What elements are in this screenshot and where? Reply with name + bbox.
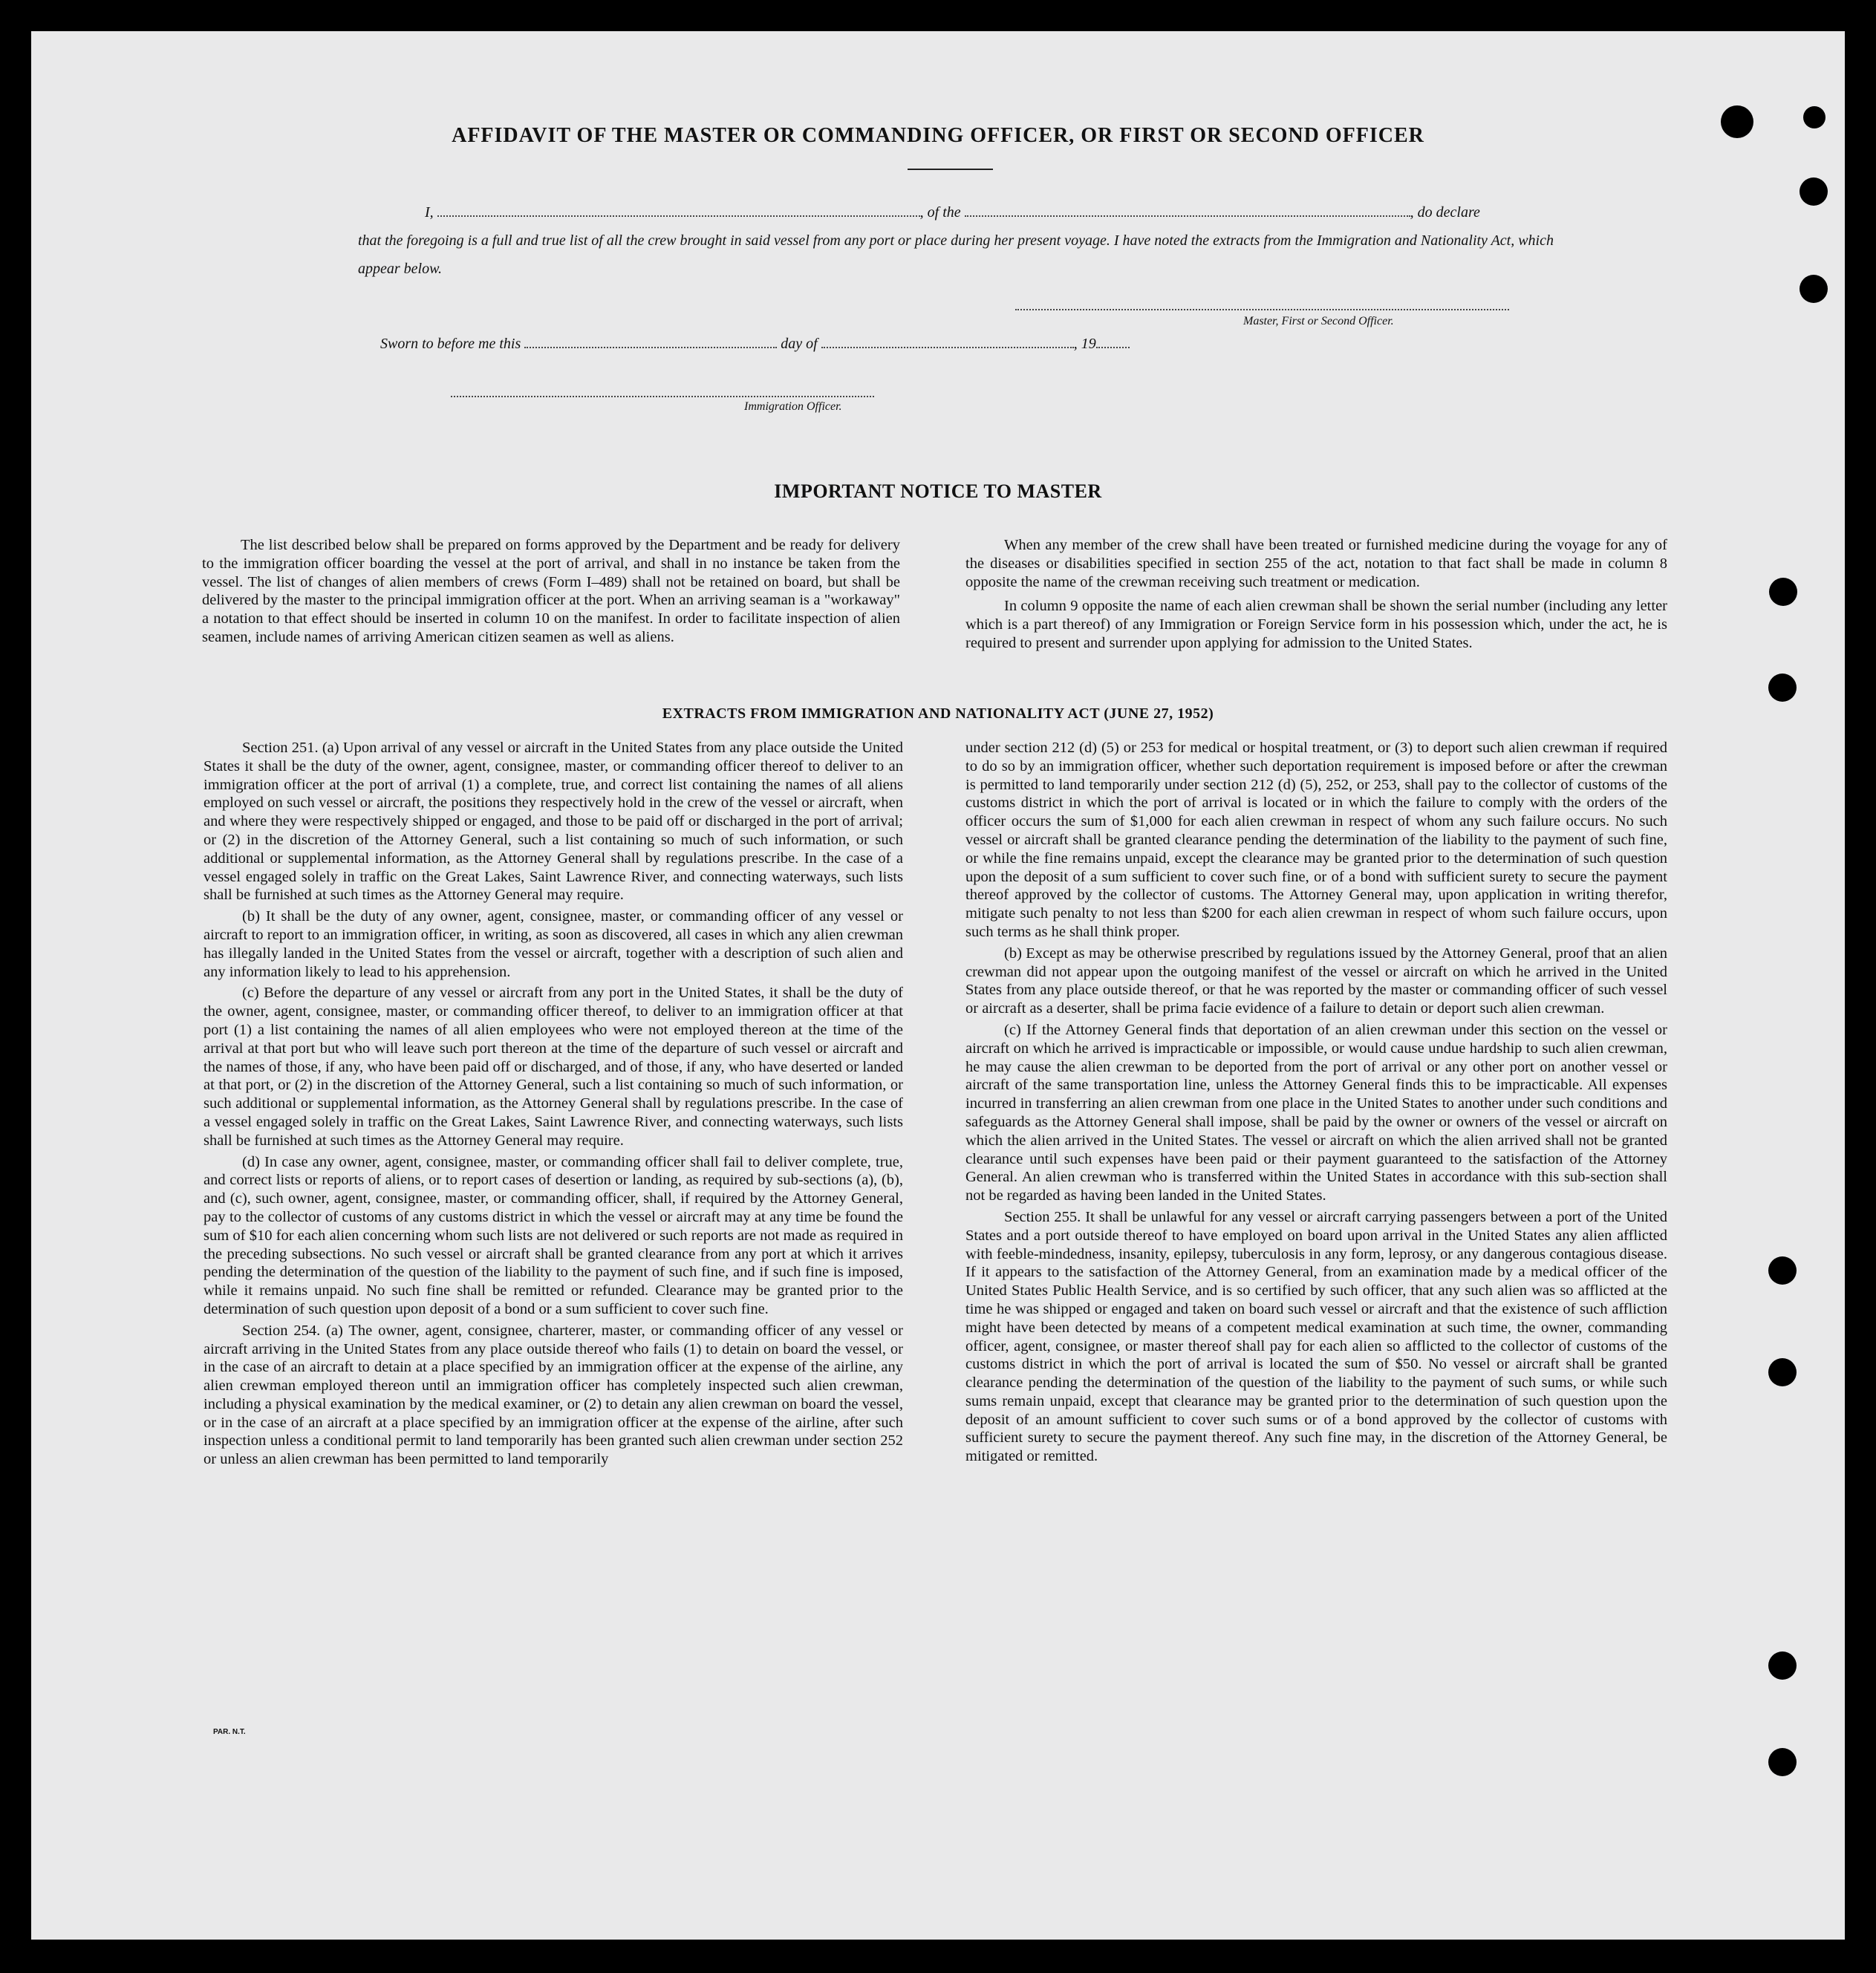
sworn-day-field[interactable]: [524, 333, 777, 348]
document-page: [31, 31, 1845, 1940]
affidavit-declaration: [358, 198, 1561, 283]
extract-paragraph: (d) In case any owner, agent, consignee, master, or commanding officer shall fail to deliver complete, true, and correct lists or reports of aliens, or to report cases of desertion or landing, as required by sub-sections (a), (b), and (c), such owner, agent, consignee, master, or commanding officer, shall, if required by the Attorney General, pay to the collector of customs of any customs district in which the vessel or aircraft may at any time be found the sum of $10 for each alien concerning whom such lists are not delivered or such reports are not made as required in the preceding subsections. No such vessel or aircraft shall be granted clearance from any port at which it arrives pending the determination of the question of the liability to the payment of such fine, and if such fine is imposed, while it remains unpaid. No such fine shall be remitted or refunded. Clearance may be granted prior to the determination of such question upon deposit of a bond or a sum sufficient to cover such fine.: [203, 1153, 903, 1317]
notice-right-column: [965, 536, 1667, 653]
immigration-officer-signature-line[interactable]: [451, 396, 874, 397]
extract-paragraph: under section 212 (d) (5) or 253 for medical or hospital treatment, or (3) to deport such alien crewman if required to do so by an immigration officer, whether such deportation requirement is imposed before or after the crewman is permitted to land temporarily under section 212 (d) (5), 252, or 253, shall pay to the collector of customs of the customs district in which the port of arrival is located or in which the failure to comply with the orders of the officer occurs the sum of $1,000 for each alien crewman in respect of whom any such failure occurs. No such vessel or aircraft shall be granted clearance pending the determination of the liability to the payment of such fine, or while the fine remains unpaid, except the clearance may be granted prior to the determination of such question upon the deposit of a sum sufficient to cover such fine, or of a bond with sufficient surety to secure the payment thereof approved by the collector of customs. The Attorney General may, upon application in writing therefor, mitigate such penalty to not less than $200 for each alien crewman in respect of whom such failure occurs, upon such terms as he shall think proper.: [965, 740, 1667, 940]
sworn-year-field[interactable]: [1096, 333, 1130, 348]
binder-hole: [1800, 177, 1828, 206]
binder-hole: [1768, 1651, 1797, 1680]
sworn-line: [380, 330, 1583, 358]
extract-paragraph: (b) It shall be the duty of any owner, agent, consignee, master, or commanding officer of any vessel or aircraft to report to an immigration officer, in writing, as soon as discovered, all cases in which any alien crewman has illegally landed in the United States from the vessel or aircraft, together with a description of such alien and any information likely to lead to his apprehension.: [203, 908, 903, 980]
sworn-month-field[interactable]: [821, 333, 1074, 348]
extract-paragraph: (c) If the Attorney General finds that deportation of an alien crewman under this section on the vessel or aircraft on which he arrived is impracticable or impossible, or would cause undue hardship to such alien crewman, he may cause the alien crewman to be deported from the port of arrival or any other port on another vessel or aircraft of the same transportation line, unless the Attorney General finds this to be impracticable. All expenses incurred in transferring an alien crewman from one place in the United States to another under such conditions and safeguards as the Attorney General shall impose, shall be paid by the owner or owners of the vessel or aircraft on which the alien arrived in the United States. The vessel or aircraft on which the alien arrived shall not be granted clearance until such expenses have been paid or their payment guaranteed to the satisfaction of the Attorney General. An alien crewman who is transferred within the United States in accordance with this sub-section shall not be regarded as having been landed in the United States.: [965, 1021, 1667, 1204]
master-signature-label: Master, First or Second Officer.: [1243, 315, 1394, 327]
affidavit-title: AFFIDAVIT OF THE MASTER OR COMMANDING OFFICER, OR FIRST OR SECOND OFFICER: [452, 124, 1424, 147]
extract-paragraph: Section 251. (a) Upon arrival of any vessel or aircraft in the United States from any place outside the United States it shall be the duty of the owner, agent, consignee, master, or commanding officer thereof to deliver to an immigration officer at the port of arrival (1) a complete, true, and correct list containing the names of all aliens employed on such vessel or aircraft, the positions they respectively hold in the crew of the vessel or aircraft, when and where they were respectively shipped or engaged, and those to be paid off or discharged in the port of arrival; or (2) in the discretion of the Attorney General, such a list containing so much of such information, or such additional or supplemental information, as the Attorney General shall by regulations prescribe. In the case of a vessel engaged solely in traffic on the Great Lakes, Saint Lawrence River, and connecting waterways, such lists shall be furnished at such times as the Attorney General may require.: [203, 740, 903, 904]
extracts-title: EXTRACTS FROM IMMIGRATION AND NATIONALITY ACT (JUNE 27, 1952): [662, 705, 1214, 722]
notice-paragraph: When any member of the crew shall have been treated or furnished medicine during the voyage for any of the diseases or disabilities specified in section 255 of the act, notation to that fact shall be made in column 8 opposite the name of the crewman receiving such treatment or medication.: [965, 537, 1667, 590]
binder-hole: [1768, 1358, 1797, 1386]
of-the-label: , of the: [919, 204, 961, 221]
extracts-right-column: [965, 739, 1667, 1466]
binder-hole: [1768, 1748, 1797, 1776]
master-signature-line[interactable]: [1015, 309, 1509, 310]
declaration-first-line: [425, 198, 1561, 226]
extract-paragraph: (b) Except as may be otherwise prescribed by regulations issued by the Attorney General, proof that an alien crewman did not appear upon the outgoing manifest of the vessel or aircraft on which he arrived in the United States from any place outside thereof, or that he was reported by the master or commanding officer of such vessel or aircraft as a deserter, shall be prima facie evidence of a failure to detain or deport such alien crewman.: [965, 945, 1667, 1017]
immigration-officer-label: Immigration Officer.: [744, 400, 842, 413]
title-divider: [908, 169, 993, 170]
sworn-prefix: Sworn to before me this: [380, 336, 521, 352]
notice-left-column: [202, 536, 900, 647]
binder-hole: [1768, 1256, 1797, 1285]
binder-hole: [1769, 578, 1797, 606]
extract-paragraph: (c) Before the departure of any vessel or aircraft from any port in the United States, it shall be the duty of the owner, agent, consignee, master, or commanding officer thereof, to deliver to an immigration officer at that port (1) a list containing the names of all alien employees who were not employed thereon at the time of the arrival at that port but who will leave such port thereon at the time of the departure of such vessel or aircraft and the names of those, if any, who have been paid off or discharged, and of those, if any, who have deserted or landed at that port, or (2) in the discretion of the Attorney General, such a list containing so much of such information, or such additional or supplemental information, as the Attorney General shall by regulations prescribe. In the case of a vessel engaged solely in traffic on the Great Lakes, Saint Lawrence River, and connecting waterways, such lists shall be furnished at such times as the Attorney General may require.: [203, 985, 903, 1149]
extracts-left-column: [203, 739, 903, 1469]
day-of-label: day of: [781, 336, 818, 352]
printer-mark: PAR. N.T.: [213, 1728, 246, 1736]
extract-paragraph: Section 255. It shall be unlawful for any vessel or aircraft carrying passengers between a port of the United States and a port outside thereof to have employed on board upon arrival in the United States any alien afflicted with feeble-mindedness, insanity, epilepsy, tuberculosis in any form, leprosy, or any dangerous contagious disease. If it appears to the satisfaction of the Attorney General, from an examination made by a medical officer of the United States Public Health Service, and is so certified by such officer, that any such alien was so afflicted at the time he was shipped or engaged and taken on board such vessel or aircraft and that the existence of such affliction might have been detected by means of a competent medical examination at such time, the owner, commanding officer, agent, consignee, or master thereof shall pay for each alien so afflicted to the collector of customs of the customs district in which the port of arrival is located the sum of $50. No vessel or aircraft shall be granted clearance pending the determination of the question of the liability to the payment of such sums, or while such sums remain unpaid, except that clearance may be granted prior to the determination of such question upon the deposit of an amount sufficient to cover such sums or of a bond approved by the collector of customs with sufficient surety to secure the payment thereof. Any such fine may, in the discretion of the Attorney General, be mitigated or remitted.: [965, 1208, 1667, 1465]
notice-paragraph: In column 9 opposite the name of each alien crewman shall be shown the serial number (including any letter which is a part thereof) of any Immigration or Foreign Service form in his possession which, under the act, he is required to present and surrender upon applying for admission to the United States.: [965, 598, 1667, 651]
binder-hole: [1768, 674, 1797, 702]
notice-title: IMPORTANT NOTICE TO MASTER: [774, 480, 1102, 502]
notice-paragraph: The list described below shall be prepared on forms approved by the Department and be ready for delivery to the immigration officer boarding the vessel at the port of arrival, and shall in no instance be taken from the vessel. The list of changes of alien members of crews (Form I–489) shall not be retained on board, but shall be delivered by the master to the principal immigration officer at the port. When an arriving seaman is a "workaway" a notation to that effect should be inserted in column 10 on the manifest. In order to facilitate inspection of alien seamen, include names of arriving American citizen seamen as well as aliens.: [202, 537, 900, 645]
year-prefix: , 19: [1073, 336, 1096, 352]
binder-hole: [1800, 275, 1828, 303]
extract-paragraph: Section 254. (a) The owner, agent, consignee, charterer, master, or commanding officer of any vessel or aircraft arriving in the United States from any place outside thereof who fails (1) to detain on board the vessel, or in the case of an aircraft to detain at a place specified by an immigration officer at the expense of the airline, any alien crewman employed thereon until an immigration officer has completely inspected such alien crewman, including a physical examination by the medical examiner, or (2) to detain any alien crewman on board the vessel, or in the case of an aircraft at a place specified by an immigration officer at the expense of the airline, after such inspection unless a conditional permit to land temporarily has been granted such alien crewman under section 252 or unless an alien crewman has been permitted to land temporarily: [203, 1322, 903, 1468]
do-declare-label: , do declare: [1410, 204, 1480, 221]
vessel-name-field[interactable]: [965, 202, 1410, 217]
declaration-text: that the foregoing is a full and true list of all the crew brought in said vessel from any port or place during her present voyage. I have noted the extracts from the Immigration and Nationality Act, which appear below.: [358, 232, 1554, 277]
i-prefix: I,: [425, 204, 434, 221]
declarant-name-field[interactable]: [437, 202, 920, 217]
